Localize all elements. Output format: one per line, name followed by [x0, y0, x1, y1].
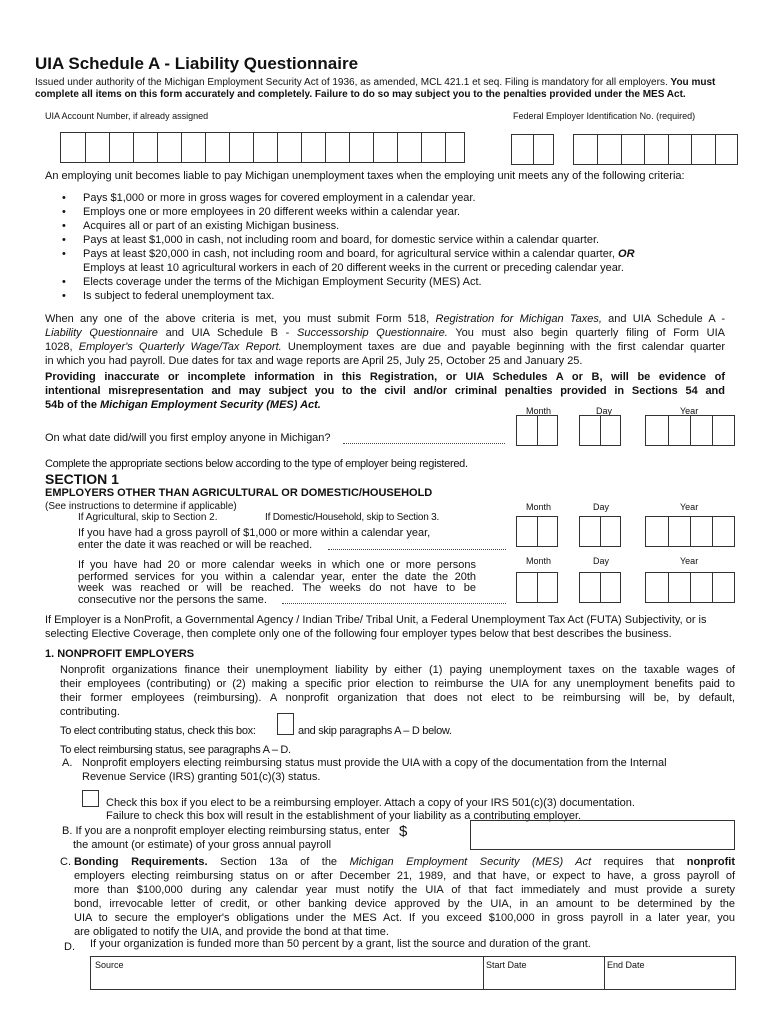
criteria-intro: An employing unit becomes liable to pay Michigan unemployment taxes when the employing unit meets any of the following criteria: [45, 170, 685, 182]
bonding-line: employers electing reimbursing status on or after December 21, 1989, and that have, or expect to have, a gross payroll of [74, 870, 735, 882]
year-label: Year [680, 556, 699, 566]
criterion: Pays at least $1,000 in cash, not including room and board, for domestic service within a calendar quarter. [83, 234, 600, 246]
warning-paragraph [45, 370, 725, 412]
when-paragraph [45, 312, 725, 368]
payroll-day-field[interactable] [579, 516, 621, 547]
nonprofit-heading: 1. NONPROFIT EMPLOYERS [45, 648, 195, 660]
leader-dots [282, 603, 506, 604]
weeks-line: consecutive nor the persons the same. [78, 593, 267, 606]
leader-dots [328, 549, 506, 550]
payroll-year-field[interactable] [645, 516, 735, 547]
first-employ-year-field[interactable] [645, 415, 735, 446]
warning-line-3: 54b of the Michigan Employment Security (MES) Act. [45, 399, 321, 411]
bullet-icon: • [62, 290, 66, 302]
domestic-note: If Domestic/Household, skip to Section 3. [265, 512, 440, 523]
first-employ-month-field[interactable] [516, 415, 558, 446]
issued-text [35, 77, 715, 88]
day-label: Day [596, 406, 613, 416]
fein-label: Federal Employer Identification No. (required) [513, 111, 696, 121]
contributing-skip: and skip paragraphs A – D below. [298, 725, 452, 737]
start-date-header: Start Date [486, 960, 527, 970]
weeks-day-field[interactable] [579, 572, 621, 603]
criterion-or: OR [618, 248, 635, 260]
bullet-icon: • [62, 220, 66, 232]
day-label: Day [593, 502, 610, 512]
year-label: Year [680, 502, 699, 512]
when-line-2: Liability Questionnaire and UIA Schedule B - Successorship Questionnaire. You must also begin quarterly filing of Form UIA [45, 327, 725, 339]
day-label: Day [593, 556, 610, 566]
reimbursing-label: To elect reimbursing status, see paragraphs A – D. [60, 744, 291, 756]
criterion: Is subject to federal unemployment tax. [83, 290, 275, 302]
para-a-line: Nonprofit employers electing reimbursing status must provide the UIA with a copy of the documentation from the Internal [82, 757, 667, 769]
leader-dots [343, 443, 505, 444]
criterion: Pays $1,000 or more in gross wages for covered employment in a calendar year. [83, 192, 476, 204]
nonprofit-line: their employees (contributing) or (2) making a specific prior election to reimburse the UIA for any unemployment benefits paid to [60, 678, 735, 690]
reimbursing-checkbox[interactable] [82, 790, 99, 807]
para-d-label: D. [64, 941, 75, 953]
bonding-line: are obligated to notify the UIA, and provide the bond at that time. [74, 926, 389, 938]
bullet-icon: • [62, 206, 66, 218]
bonding-line: more than $100,000 during any calendar year must notify the UIA of that fact immediately and must provide a surety [74, 884, 735, 896]
payroll-question-line: If you have had a gross payroll of $1,000 or more within a calendar year, [78, 527, 431, 539]
page-title: UIA Schedule A - Liability Questionnaire [35, 54, 359, 73]
month-label: Month [526, 556, 552, 566]
nonprofit-line: Nonprofit organizations finance their unemployment liability by either (1) paying unemployment taxes on the taxable wages of [60, 664, 735, 676]
weeks-line: If you have had 20 or more calendar weeks in which one or more persons [78, 559, 476, 571]
when-line-3: 1028, Employer's Quarterly Wage/Tax Report. Unemployment taxes are due and payable beginning with the first calendar quarter [45, 341, 725, 353]
fein-suffix-field[interactable] [573, 134, 738, 165]
month-label: Month [526, 502, 552, 512]
issued-line: Issued under authority of the Michigan Employment Security Act of 1936, as amended, MCL 421.1 et seq. Filing is mandatory for all employers. [35, 77, 668, 88]
criterion: Acquires all or part of an existing Michigan business. [83, 220, 340, 232]
bullet-icon: • [62, 276, 66, 288]
weeks-month-field[interactable] [516, 572, 558, 603]
weeks-line: performed services for you within a calendar year, enter the date the 20th [78, 570, 476, 583]
payroll-month-field[interactable] [516, 516, 558, 547]
warning-line-1: Providing inaccurate or incomplete information in this Registration, or UIA Schedules A or B, will be evidence of [45, 371, 725, 383]
bonding-paragraph [74, 855, 735, 939]
para-c-label: C. [60, 856, 71, 868]
first-employ-day-field[interactable] [579, 415, 621, 446]
nonprofit-paragraph [60, 663, 735, 719]
nonprofit-line: their former employees (reimbursing). A nonprofit organization that does not elect to be reimbursing will be, by default, [60, 692, 735, 704]
nonprofit-line: contributing. [60, 706, 120, 718]
gross-payroll-field[interactable] [470, 820, 735, 850]
first-employ-question: On what date did/will you first employ anyone in Michigan? [45, 432, 331, 444]
fein-prefix-field[interactable] [511, 134, 554, 165]
para-a-label: A. [62, 757, 73, 769]
reimbursing-check-text: Failure to check this box will result in the establishment of your liability as a contributing employer. [106, 810, 582, 822]
bullet-icon: • [62, 192, 66, 204]
criterion-continued: Employs at least 10 agricultural workers in each of 20 different weeks in the current or preceding calendar year. [83, 262, 624, 274]
grant-table[interactable] [90, 956, 736, 990]
contributing-checkbox[interactable] [277, 713, 294, 735]
account-label: UIA Account Number, if already assigned [45, 111, 209, 121]
weeks-year-field[interactable] [645, 572, 735, 603]
end-date-header: End Date [607, 960, 645, 970]
bonding-line-1: Bonding Requirements. Section 13a of the Michigan Employment Security (MES) Act requires that nonprofit [74, 856, 736, 868]
para-b-line: B. If you are a nonprofit employer electing reimbursing status, enter [62, 825, 390, 837]
payroll-question-line: enter the date it was reached or will be reached. [78, 539, 313, 551]
bonding-line: UIA to secure the employer's obligations under the MES Act. If you exceed $100,000 in gross payroll in a later year, you [74, 912, 735, 924]
year-label: Year [680, 406, 699, 416]
section-1-subheading: EMPLOYERS OTHER THAN AGRICULTURAL OR DOMESTIC/HOUSEHOLD [45, 487, 433, 499]
month-label: Month [526, 406, 552, 416]
complete-sections-note: Complete the appropriate sections below according to the type of employer being registered. [45, 458, 468, 470]
para-d-text: If your organization is funded more than 50 percent by a grant, list the source and duration of the grant. [90, 938, 591, 950]
dollar-sign: $ [399, 823, 408, 840]
source-header: Source [95, 960, 124, 970]
futa-line: selecting Elective Coverage, then complete only one of the following four employer types below that best describes the business. [45, 628, 672, 640]
section-1-heading: SECTION 1 [45, 471, 119, 487]
bullet-icon: • [62, 248, 66, 260]
warning-line-2: intentional misrepresentation and may subject you to the civil and/or criminal penalties provided in Sections 54 and [45, 385, 725, 397]
weeks-line: week was reached or will be reached. The weeks do not have to be [78, 582, 476, 594]
issued-bold: You must [670, 77, 716, 88]
futa-line: If Employer is a NonProfit, a Governmental Agency / Indian Tribe/ Tribal Unit, a Federal Unemployment Tax Act (FUTA) Subjectivity, or is [45, 614, 707, 626]
bonding-line: bond, irrevocable letter of credit, or other banking device approved by the UIA, in an amount to be determined by the [74, 898, 735, 910]
see-instructions: (See instructions to determine if applicable) [45, 501, 237, 512]
reimbursing-check-text: Check this box if you elect to be a reimbursing employer. Attach a copy of your IRS 501(c)(3) documentation. [106, 797, 635, 809]
weeks-question [78, 560, 476, 606]
para-b-line: the amount (or estimate) of your gross annual payroll [73, 839, 332, 851]
uia-account-number-field[interactable] [60, 132, 465, 163]
contributing-label: To elect contributing status, check this box: [60, 725, 256, 737]
when-line-4: in which you had payroll. Due dates for tax and wage reports are April 25, July 25, October 25 and January 25. [45, 355, 583, 367]
criterion-text: Pays at least $20,000 in cash, not including room and board, for agricultural service within a calendar quarter, [83, 248, 615, 260]
para-a-line: Revenue Service (IRS) granting 501(c)(3) status. [82, 771, 321, 783]
criterion: Elects coverage under the terms of the Michigan Employment Security (MES) Act. [83, 276, 482, 288]
criterion [83, 248, 635, 260]
issued-line-2: complete all items on this form accurately and completely. Failure to do so may subject you to the penalties provided under the MES Act. [35, 89, 686, 100]
bullet-icon: • [62, 234, 66, 246]
criterion: Employs one or more employees in 20 different weeks within a calendar year. [83, 206, 461, 218]
when-line-1: When any one of the above criteria is met, you must submit Form 518, Registration for Michigan Taxes, and UIA Schedule A - [45, 313, 726, 325]
agricultural-note: If Agricultural, skip to Section 2. [78, 512, 218, 523]
